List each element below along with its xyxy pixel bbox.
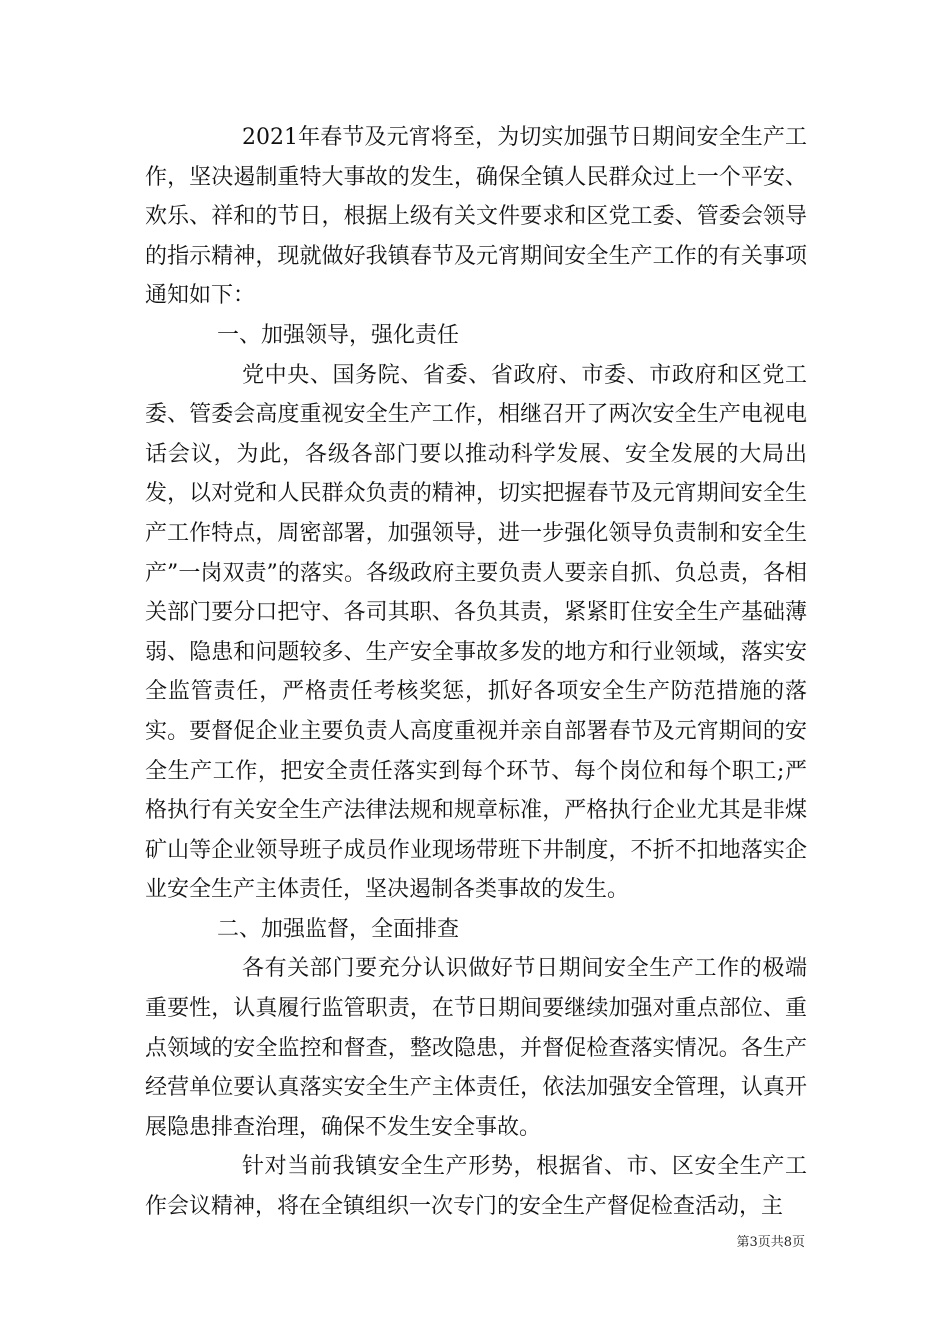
document-body: [145, 118, 807, 1227]
section-heading-1: 一、加强领导，强化责任: [217, 322, 460, 348]
page-number-footer: 第3页共8页: [736, 1235, 805, 1250]
section-heading-2: 二、加强监督，全面排查: [217, 916, 460, 942]
intro-paragraph: 2021年春节及元宵将至，为切实加强节日期间安全生产工作，坚决遏制重特大事故的发生，确保全镇人民群众过上一个平安、欢乐、祥和的节日，根据上级有关文件要求和区党工委、管委会领导的指示精神，现就做好我镇春节及元宵期间安全生产工作的有关事项通知如下：: [145, 125, 807, 309]
section-2-paragraph-2: 针对当前我镇安全生产形势，根据省、市、区安全生产工作会议精神，将在全镇组织一次专门的安全生产督促检查活动，主: [145, 1154, 807, 1220]
section-2-paragraph-1: 各有关部门要充分认识做好节日期间安全生产工作的极端重要性，认真履行监管职责，在节日期间要继续加强对重点部位、重点领域的安全监控和督查，整改隐患，并督促检查落实情况。各生产经营单位要认真落实安全生产主体责任，依法加强安全管理，认真开展隐患排查治理，确保不发生安全事故。: [145, 956, 807, 1140]
section-1-paragraph: 党中央、国务院、省委、省政府、市委、市政府和区党工委、管委会高度重视安全生产工作，相继召开了两次安全生产电视电话会议，为此，各级各部门要以推动科学发展、安全发展的大局出发，以对党和人民群众负责的精神，切实把握春节及元宵期间安全生产工作特点，周密部署，加强领导，进一步强化领导负责制和安全生产”一岗双责”的落实。各级政府主要负责人要亲自抓、负总责，各相关部门要分口把守、各司其职、各负其责，紧紧盯住安全生产基础薄弱、隐患和问题较多、生产安全事故多发的地方和行业领域，落实安全监管责任，严格责任考核奖惩，抓好各项安全生产防范措施的落实。要督促企业主要负责人高度重视并亲自部署春节及元宵期间的安全生产工作，把安全责任落实到每个环节、每个岗位和每个职工;严格执行有关安全生产法律法规和规章标准，严格执行企业尤其是非煤矿山等企业领导班子成员作业现场带班下井制度，不折不扣地落实企业安全生产主体责任，坚决遏制各类事故的发生。: [145, 362, 807, 903]
